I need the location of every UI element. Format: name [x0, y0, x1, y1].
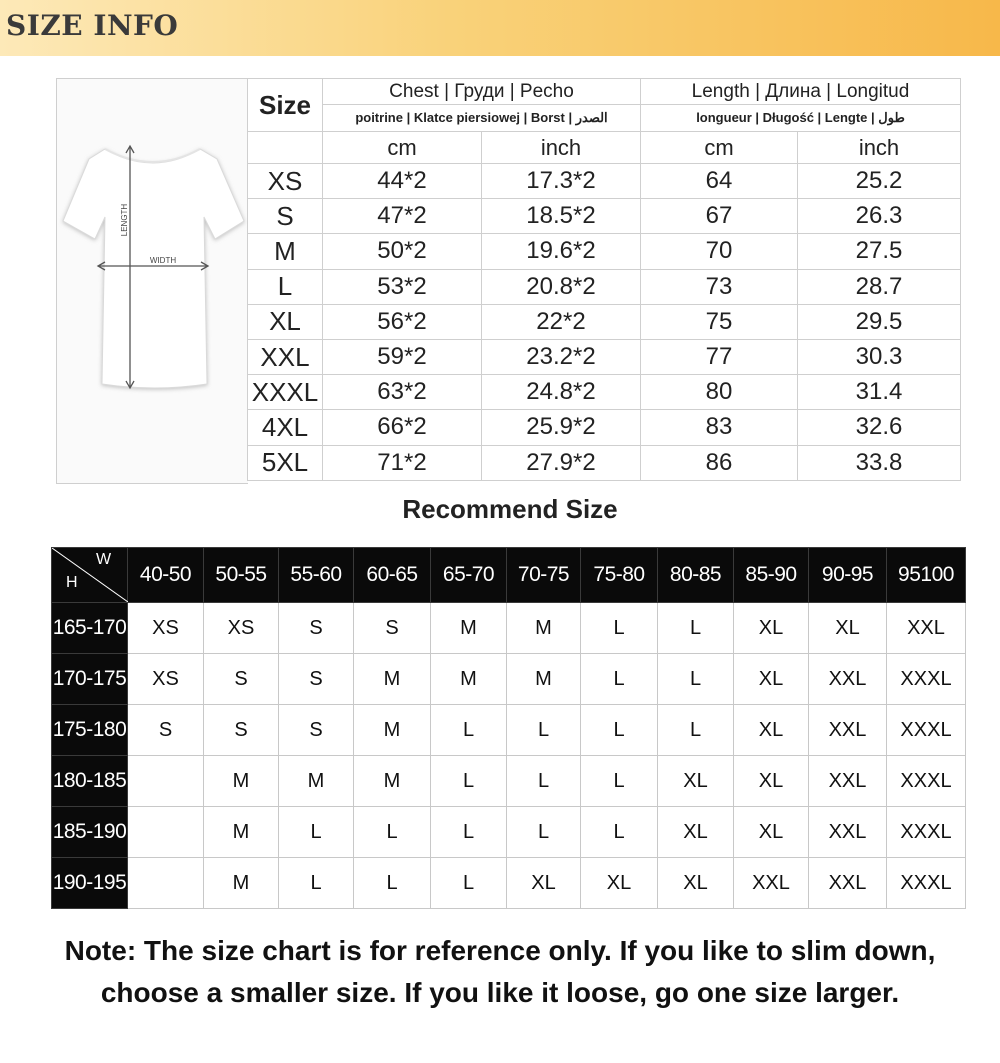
recommend-cell: XXXL [887, 807, 966, 858]
recommend-cell: XXXL [887, 858, 966, 909]
recommend-cell: M [204, 807, 279, 858]
length-cm-cell: 64 [641, 164, 798, 199]
tshirt-illustration [57, 79, 248, 483]
chest-inch-cell: 19.6*2 [482, 234, 641, 269]
recommend-cell: S [204, 705, 279, 756]
recommend-cell: M [431, 654, 507, 705]
chest-cm-cell: 59*2 [323, 339, 482, 374]
recommend-row [52, 756, 966, 807]
chest-cm-cell: 66*2 [323, 410, 482, 445]
recommend-cell: L [581, 807, 658, 858]
size-row [248, 269, 961, 304]
chest-cm-cell: 71*2 [323, 445, 482, 480]
recommend-cell: L [279, 858, 354, 909]
recommend-cell: M [507, 603, 581, 654]
recommend-cell: XL [734, 603, 809, 654]
length-cm-cell: 77 [641, 339, 798, 374]
chest-inch-cell: 20.8*2 [482, 269, 641, 304]
recommend-cell: L [581, 603, 658, 654]
size-cell: M [248, 234, 323, 269]
height-header: 165-170 [52, 603, 128, 654]
recommend-cell: L [431, 807, 507, 858]
recommend-cell: XXL [809, 858, 887, 909]
recommend-cell: XL [581, 858, 658, 909]
chest-cm-cell: 47*2 [323, 199, 482, 234]
chest-inch-cell: 25.9*2 [482, 410, 641, 445]
weight-header: 50-55 [204, 548, 279, 603]
recommend-cell: XL [734, 807, 809, 858]
recommend-cell: XS [128, 654, 204, 705]
recommend-cell: S [279, 654, 354, 705]
recommend-cell: L [507, 705, 581, 756]
weight-header: 70-75 [507, 548, 581, 603]
recommend-cell: M [204, 756, 279, 807]
recommend-cell: XXL [809, 654, 887, 705]
recommend-cell: M [431, 603, 507, 654]
length-inch-cell: 25.2 [798, 164, 961, 199]
recommend-cell: XS [128, 603, 204, 654]
recommend-cell: L [658, 654, 734, 705]
corner-diagonal [52, 548, 128, 602]
header-banner [0, 0, 1000, 56]
length-inch-cell: 28.7 [798, 269, 961, 304]
recommend-cell: L [507, 807, 581, 858]
weight-header: 65-70 [431, 548, 507, 603]
chest-inch-unit: inch [482, 132, 641, 164]
recommend-cell [128, 756, 204, 807]
recommend-cell: XXXL [887, 654, 966, 705]
weight-header: 60-65 [354, 548, 431, 603]
page-title: SIZE INFO [6, 9, 179, 42]
height-axis-label: H [66, 574, 78, 591]
recommend-cell: XXL [887, 603, 966, 654]
recommend-cell: L [507, 756, 581, 807]
size-cell: XL [248, 304, 323, 339]
recommend-row [52, 858, 966, 909]
length-inch-unit: inch [798, 132, 961, 164]
recommend-cell: XXL [809, 705, 887, 756]
recommend-cell: L [431, 705, 507, 756]
weight-header: 55-60 [279, 548, 354, 603]
recommend-row [52, 807, 966, 858]
weight-header: 90-95 [809, 548, 887, 603]
recommend-cell: XL [658, 858, 734, 909]
recommend-cell [128, 858, 204, 909]
recommend-cell: S [128, 705, 204, 756]
recommend-cell: M [354, 654, 431, 705]
size-row [248, 234, 961, 269]
size-cell: XXXL [248, 375, 323, 410]
size-row [248, 410, 961, 445]
size-row [248, 445, 961, 480]
recommend-cell: L [658, 705, 734, 756]
size-chart [56, 78, 961, 484]
recommend-cell: XL [734, 756, 809, 807]
recommend-cell: M [279, 756, 354, 807]
recommend-cell: XL [658, 756, 734, 807]
weight-header: 80-85 [658, 548, 734, 603]
recommend-cell: XXXL [887, 705, 966, 756]
length-label: LENGTH [120, 203, 129, 237]
length-cm-cell: 83 [641, 410, 798, 445]
length-inch-cell: 27.5 [798, 234, 961, 269]
length-inch-cell: 32.6 [798, 410, 961, 445]
height-header: 180-185 [52, 756, 128, 807]
recommend-cell: XXXL [887, 756, 966, 807]
size-cell: S [248, 199, 323, 234]
size-table [247, 78, 961, 481]
chest-inch-cell: 24.8*2 [482, 375, 641, 410]
size-note: Note: The size chart is for reference only. If you like to slim down, choose a smaller size. If you like it loose, go one size larger. [64, 935, 936, 1008]
weight-axis-label: W [96, 551, 111, 568]
recommend-row [52, 705, 966, 756]
length-inch-cell: 33.8 [798, 445, 961, 480]
recommend-cell: XL [507, 858, 581, 909]
recommend-cell: XS [204, 603, 279, 654]
size-row [248, 304, 961, 339]
chest-cm-cell: 50*2 [323, 234, 482, 269]
chest-header: Chest | Груди | Pecho [323, 79, 641, 105]
chest-inch-cell: 23.2*2 [482, 339, 641, 374]
chest-cm-cell: 63*2 [323, 375, 482, 410]
recommend-cell: M [507, 654, 581, 705]
length-cm-cell: 75 [641, 304, 798, 339]
length-cm-cell: 73 [641, 269, 798, 304]
length-cm-cell: 86 [641, 445, 798, 480]
recommend-cell: L [279, 807, 354, 858]
size-row [248, 164, 961, 199]
chest-cm-cell: 53*2 [323, 269, 482, 304]
chest-inch-cell: 18.5*2 [482, 199, 641, 234]
size-cell: L [248, 269, 323, 304]
recommend-row [52, 654, 966, 705]
weight-header: 75-80 [581, 548, 658, 603]
recommend-cell: L [658, 603, 734, 654]
recommend-cell: S [354, 603, 431, 654]
length-inch-cell: 29.5 [798, 304, 961, 339]
weight-header: 85-90 [734, 548, 809, 603]
recommend-table [51, 547, 966, 909]
height-header: 175-180 [52, 705, 128, 756]
recommend-cell: S [279, 705, 354, 756]
length-cm-cell: 80 [641, 375, 798, 410]
recommend-cell: L [581, 756, 658, 807]
height-header: 170-175 [52, 654, 128, 705]
recommend-cell [128, 807, 204, 858]
length-inch-cell: 26.3 [798, 199, 961, 234]
length-subheader: longueur | Długość | Lengte | طول [641, 105, 961, 132]
weight-header: 40-50 [128, 548, 204, 603]
recommend-title: Recommend Size [402, 494, 618, 524]
recommend-cell: M [354, 705, 431, 756]
recommend-cell: XXL [734, 858, 809, 909]
width-label: WIDTH [149, 256, 177, 265]
length-cm-unit: cm [641, 132, 798, 164]
recommend-cell: XL [809, 603, 887, 654]
size-row [248, 375, 961, 410]
recommend-row [52, 603, 966, 654]
chest-cm-cell: 44*2 [323, 164, 482, 199]
chest-cm-unit: cm [323, 132, 482, 164]
tshirt-diagram [56, 78, 248, 484]
recommend-cell: L [354, 807, 431, 858]
recommend-cell: S [204, 654, 279, 705]
size-row [248, 199, 961, 234]
recommend-cell: M [354, 756, 431, 807]
length-inch-cell: 30.3 [798, 339, 961, 374]
recommend-cell: S [279, 603, 354, 654]
size-cell: XS [248, 164, 323, 199]
height-header: 190-195 [52, 858, 128, 909]
length-header: Length | Длина | Longitud [641, 79, 961, 105]
recommend-cell: XL [734, 705, 809, 756]
recommend-cell: XXL [809, 807, 887, 858]
weight-header: 95100 [887, 548, 966, 603]
recommend-cell: L [581, 654, 658, 705]
length-cm-cell: 67 [641, 199, 798, 234]
size-cell: 5XL [248, 445, 323, 480]
unit-spacer [248, 132, 323, 164]
recommend-cell: M [204, 858, 279, 909]
recommend-cell: XL [734, 654, 809, 705]
height-header: 185-190 [52, 807, 128, 858]
recommend-cell: L [431, 858, 507, 909]
recommend-cell: L [354, 858, 431, 909]
chest-cm-cell: 56*2 [323, 304, 482, 339]
chest-inch-cell: 17.3*2 [482, 164, 641, 199]
recommend-cell: L [431, 756, 507, 807]
recommend-cell: L [581, 705, 658, 756]
chest-inch-cell: 22*2 [482, 304, 641, 339]
size-cell: XXL [248, 339, 323, 374]
recommend-cell: XXL [809, 756, 887, 807]
size-row [248, 339, 961, 374]
weight-height-corner [52, 548, 128, 603]
recommend-cell: XL [658, 807, 734, 858]
length-cm-cell: 70 [641, 234, 798, 269]
size-cell: 4XL [248, 410, 323, 445]
size-header: Size [248, 79, 323, 132]
chest-inch-cell: 27.9*2 [482, 445, 641, 480]
length-inch-cell: 31.4 [798, 375, 961, 410]
chest-subheader: poitrine | Klatce piersiowej | Borst | الصدر [323, 105, 641, 132]
